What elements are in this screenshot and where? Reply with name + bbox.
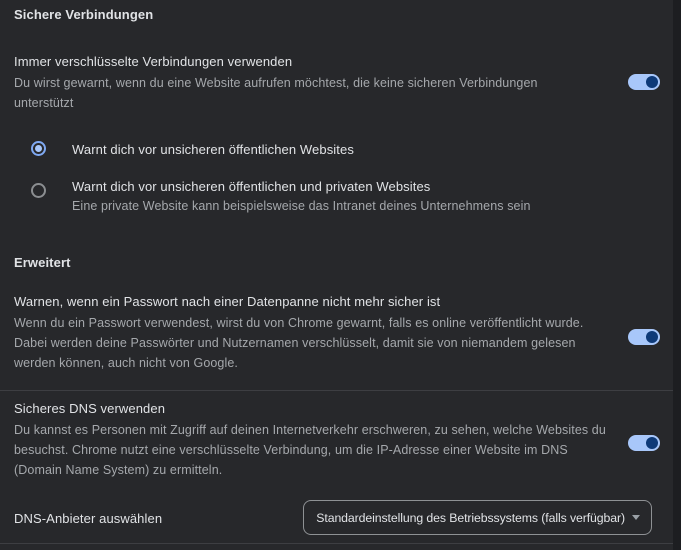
always-https-description: Du wirst gewarnt, wenn du eine Website aufrufen möchtest, die keine sicheren Verbindungen unterstützt [14,76,538,110]
radio-warn-public-websites-label[interactable]: Warnt dich vor unsicheren öffentlichen Websites [72,142,354,157]
password-leak-description: Wenn du ein Passwort verwendest, wirst du von Chrome gewarnt, falls es online veröffentlicht wurde. Dabei werden deine Passwörter und Nutzernamen verschlüsselt, damit sie von niemandem gelesen werden können, auch nicht von Google. [14,316,584,370]
separator [0,390,673,391]
dns-provider-selected-option: Standardeinstellung des Betriebssystems (falls verfügbar) [316,510,625,525]
toggle-knob [646,76,658,88]
separator [0,543,673,544]
secure-dns-description: Du kannst es Personen mit Zugriff auf deinen Internetverkehr erschweren, zu sehen, welche Websites du besuchst. Chrome nutzt eine verschlüsselte Verbindung, um die IP-Adresse einer Website im DNS (Domain Name System) zu ermitteln. [14,423,606,477]
dns-provider-label: DNS-Anbieter auswählen [14,511,163,526]
dropdown-caret-icon [632,515,640,520]
radio-warn-public-private-websites-description: Eine private Website kann beispielsweise das Intranet deines Unternehmens sein [72,199,531,213]
secure-dns-title: Sicheres DNS verwenden [14,401,166,416]
always-https-toggle[interactable] [628,74,660,90]
password-leak-toggle[interactable] [628,329,660,345]
always-https-title: Immer verschlüsselte Verbindungen verwenden [14,54,293,69]
radio-warn-public-private-websites-label[interactable]: Warnt dich vor unsicheren öffentlichen und privaten Websites [72,179,431,194]
password-leak-title: Warnen, wenn ein Passwort nach einer Datenpanne nicht mehr sicher ist [14,294,441,309]
toggle-knob [646,437,658,449]
radio-warn-public-websites[interactable] [31,141,46,156]
section-header-secure-connections: Sichere Verbindungen [14,7,154,22]
secure-dns-toggle[interactable] [628,435,660,451]
toggle-knob [646,331,658,343]
section-header-advanced: Erweitert [14,255,71,270]
dns-provider-select[interactable] [303,500,652,535]
radio-warn-public-private-websites[interactable] [31,183,46,198]
